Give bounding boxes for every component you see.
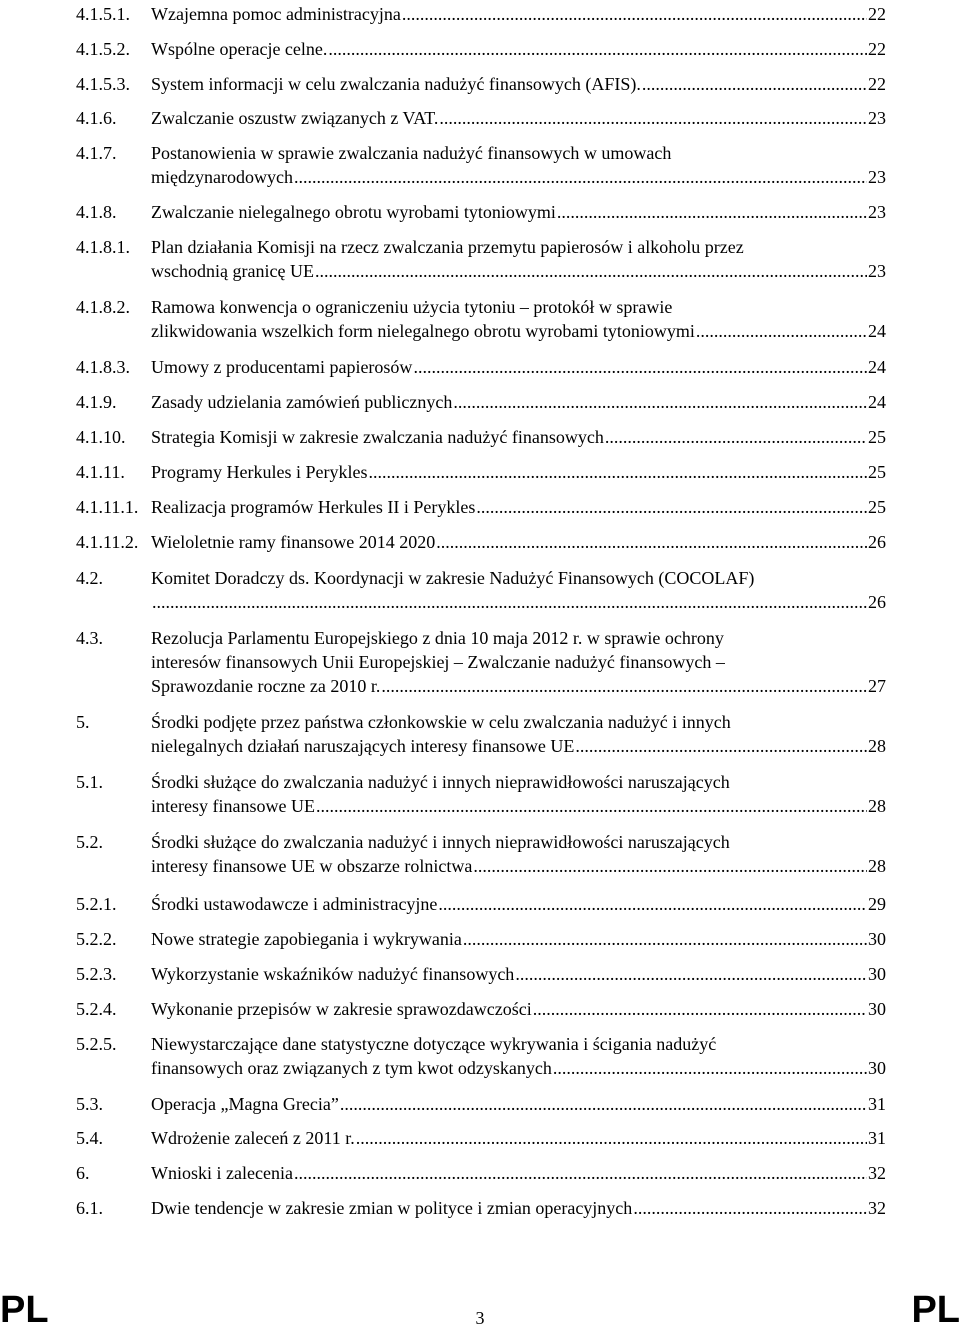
toc-entry[interactable] bbox=[76, 626, 886, 698]
toc-entry-page-number: 25 bbox=[868, 462, 886, 482]
footer-language-right: PL bbox=[911, 1289, 960, 1331]
toc-entry-leader-line bbox=[151, 259, 886, 283]
toc-entry[interactable] bbox=[76, 830, 886, 878]
toc-entry-leader-line bbox=[151, 590, 886, 614]
toc-entry-title-line: Wzajemna pomoc administracyjna bbox=[151, 4, 401, 24]
toc-entry-text bbox=[151, 355, 886, 379]
toc-entry-page-number: 22 bbox=[868, 74, 886, 94]
toc-entry[interactable] bbox=[76, 1032, 886, 1080]
toc-entry[interactable] bbox=[76, 892, 886, 916]
toc-entry-title-line: Środki służące do zwalczania nadużyć i innych nieprawidłowości naruszających bbox=[151, 832, 730, 852]
toc-entry[interactable] bbox=[76, 141, 886, 189]
toc-entry-leader-line bbox=[151, 997, 886, 1021]
toc-entry-number: 5.4. bbox=[76, 1128, 103, 1148]
toc-entry-text bbox=[151, 1126, 886, 1150]
toc-entry[interactable] bbox=[76, 2, 886, 26]
toc-entry-page-number: 30 bbox=[868, 999, 886, 1019]
dot-leader bbox=[294, 1161, 867, 1185]
toc-entry-leader-line bbox=[151, 106, 886, 130]
toc-entry-page-number: 23 bbox=[868, 108, 886, 128]
toc-entry-number: 6.1. bbox=[76, 1198, 103, 1218]
toc-entry-number: 4.1.7. bbox=[76, 143, 117, 163]
toc-entry-number: 4.1.8. bbox=[76, 202, 117, 222]
toc-entry-text bbox=[151, 141, 886, 189]
toc-entry-page-number: 30 bbox=[868, 1058, 886, 1078]
toc-entry-page-number: 23 bbox=[868, 202, 886, 222]
toc-entry-page-number: 24 bbox=[868, 321, 886, 341]
dot-leader bbox=[533, 997, 867, 1021]
dot-leader bbox=[696, 319, 867, 343]
dot-leader bbox=[553, 1056, 867, 1080]
toc-entry-number: 4.1.5.3. bbox=[76, 74, 130, 94]
toc-entry-page-number: 31 bbox=[868, 1128, 886, 1148]
toc-entry-title-line: Realizacja programów Herkules II i Perykles bbox=[151, 497, 476, 517]
toc-entry-title-line: Sprawozdanie roczne za 2010 r. bbox=[151, 676, 381, 696]
toc-entry-leader-line bbox=[151, 390, 886, 414]
toc-entry-number: 4.1.11.1. bbox=[76, 497, 139, 517]
dot-leader bbox=[340, 1092, 867, 1116]
toc-entry[interactable] bbox=[76, 1196, 886, 1220]
toc-entry-page-number: 32 bbox=[868, 1198, 886, 1218]
toc-entry-title-line: wschodnią granicę UE bbox=[151, 261, 314, 281]
toc-entry-page-number: 23 bbox=[868, 167, 886, 187]
toc-entry-page-number: 24 bbox=[868, 357, 886, 377]
toc-entry[interactable] bbox=[76, 566, 886, 614]
footer-language-left: PL bbox=[0, 1289, 49, 1331]
footer-page-number: 3 bbox=[475, 1308, 485, 1328]
dot-leader bbox=[438, 892, 867, 916]
toc-entry[interactable] bbox=[76, 997, 886, 1021]
toc-entry-leader-line bbox=[151, 1056, 886, 1080]
dot-leader bbox=[642, 72, 867, 96]
toc-entry[interactable] bbox=[76, 235, 886, 283]
dot-leader bbox=[515, 962, 867, 986]
dot-leader bbox=[476, 495, 867, 519]
toc-entry-leader-line bbox=[151, 165, 886, 189]
toc-entry-number: 5.2.5. bbox=[76, 1034, 117, 1054]
toc-entry-leader-line bbox=[151, 530, 886, 554]
toc-entry-title-line: Środki służące do zwalczania nadużyć i innych nieprawidłowości naruszających bbox=[151, 772, 730, 792]
toc-entry-title-line: Strategia Komisji w zakresie zwalczania nadużyć finansowych bbox=[151, 427, 604, 447]
toc-entry-number: 4.1.8.1. bbox=[76, 237, 130, 257]
toc-entry-page-number: 27 bbox=[868, 676, 886, 696]
toc-entry-leader-line bbox=[151, 495, 886, 519]
toc-entry-title-line: nielegalnych działań naruszających interesy finansowe UE bbox=[151, 736, 575, 756]
toc-entry-title-line: interesy finansowe UE w obszarze rolnictwa bbox=[151, 856, 473, 876]
toc-entry-leader-line bbox=[151, 734, 886, 758]
toc-entry-leader-line bbox=[151, 2, 886, 26]
toc-entry-number: 5.3. bbox=[76, 1094, 103, 1114]
toc-entry-title-line: Rezolucja Parlamentu Europejskiego z dnia 10 maja 2012 r. w sprawie ochrony bbox=[151, 628, 724, 648]
toc-entry-title-line: Wykonanie przepisów w zakresie sprawozdawczości bbox=[151, 999, 532, 1019]
toc-entry-page-number: 30 bbox=[868, 964, 886, 984]
toc-entry-number: 4.1.8.3. bbox=[76, 357, 130, 377]
toc-entry[interactable] bbox=[76, 72, 886, 96]
toc-entry-text bbox=[151, 106, 886, 130]
toc-entry-number: 4.3. bbox=[76, 628, 103, 648]
toc-entry[interactable] bbox=[76, 962, 886, 986]
dot-leader bbox=[381, 674, 867, 698]
toc-entry-title-line: Dwie tendencje w zakresie zmian w polityce i zmian operacyjnych bbox=[151, 1198, 633, 1218]
toc-entry-title-line: Zasady udzielania zamówień publicznych bbox=[151, 392, 453, 412]
toc-entry-title-line: międzynarodowych bbox=[151, 167, 293, 187]
toc-entry-leader-line bbox=[151, 854, 886, 878]
toc-entry-title-line: Zwalczanie nielegalnego obrotu wyrobami tytoniowymi bbox=[151, 202, 556, 222]
toc-entry[interactable] bbox=[76, 390, 886, 414]
toc-entry[interactable] bbox=[76, 1161, 886, 1185]
toc-entry-title-line: interesy finansowe UE bbox=[151, 796, 315, 816]
toc-entry-number: 4.1.11. bbox=[76, 462, 125, 482]
toc-entry-title-line: Wykorzystanie wskaźników nadużyć finansowych bbox=[151, 964, 515, 984]
toc-entry-title-line: Programy Herkules i Perykles bbox=[151, 462, 368, 482]
toc-entry-leader-line bbox=[151, 674, 886, 698]
toc-entry-text bbox=[151, 626, 886, 698]
toc-entry-title-line: Nowe strategie zapobiegania i wykrywania bbox=[151, 929, 462, 949]
toc-entry-leader-line bbox=[151, 1196, 886, 1220]
toc-entry-text bbox=[151, 72, 886, 96]
toc-entry-title-line: Umowy z producentami papierosów bbox=[151, 357, 413, 377]
toc-entry-leader-line bbox=[151, 892, 886, 916]
toc-entry-text bbox=[151, 997, 886, 1021]
toc-entry[interactable] bbox=[76, 200, 886, 224]
toc-entry[interactable] bbox=[76, 355, 886, 379]
toc-entry-page-number: 32 bbox=[868, 1163, 886, 1183]
toc-entry-number: 5.2. bbox=[76, 832, 103, 852]
toc-entry-text bbox=[151, 200, 886, 224]
toc-entry-leader-line bbox=[151, 425, 886, 449]
dot-leader bbox=[605, 425, 867, 449]
toc-entry-page-number: 25 bbox=[868, 497, 886, 517]
toc-entry-text bbox=[151, 235, 886, 283]
toc-entry[interactable] bbox=[76, 495, 886, 519]
toc-entry-number: 6. bbox=[76, 1163, 90, 1183]
toc-entry-page-number: 28 bbox=[868, 856, 886, 876]
toc-entry-text bbox=[151, 770, 886, 818]
toc-entry-page-number: 29 bbox=[868, 894, 886, 914]
toc-entry[interactable] bbox=[76, 37, 886, 61]
toc-entry[interactable] bbox=[76, 106, 886, 130]
toc-entry[interactable] bbox=[76, 530, 886, 554]
toc-entry-leader-line bbox=[151, 1092, 886, 1116]
toc-entry-page-number: 31 bbox=[868, 1094, 886, 1114]
toc-entry-text bbox=[151, 2, 886, 26]
toc-entry-number: 4.1.5.1. bbox=[76, 4, 130, 24]
dot-leader bbox=[402, 2, 867, 26]
toc-entry-number: 5. bbox=[76, 712, 90, 732]
dot-leader bbox=[633, 1196, 867, 1220]
toc-entry-number: 4.1.9. bbox=[76, 392, 117, 412]
toc-entry-title-line: Wieloletnie ramy finansowe 2014 2020 bbox=[151, 532, 436, 552]
toc-entry-number: 4.1.5.2. bbox=[76, 39, 130, 59]
dot-leader bbox=[315, 259, 867, 283]
toc-entry-text bbox=[151, 710, 886, 758]
dot-leader bbox=[294, 165, 867, 189]
toc-entry-text bbox=[151, 495, 886, 519]
toc-entry[interactable] bbox=[76, 1126, 886, 1150]
toc-entry-leader-line bbox=[151, 72, 886, 96]
dot-leader bbox=[356, 1126, 867, 1150]
dot-leader bbox=[453, 390, 867, 414]
toc-entry-title-line: Wnioski i zalecenia bbox=[151, 1163, 293, 1183]
toc-entry-text bbox=[151, 1161, 886, 1185]
toc-entry-page-number: 26 bbox=[868, 592, 886, 612]
toc-entry-title-line: zlikwidowania wszelkich form nielegalnego obrotu wyrobami tytoniowymi bbox=[151, 321, 695, 341]
toc-entry-title-line: Wdrożenie zaleceń z 2011 r. bbox=[151, 1128, 355, 1148]
toc-entry-leader-line bbox=[151, 355, 886, 379]
toc-entry-title-line: Komitet Doradczy ds. Koordynacji w zakresie Nadużyć Finansowych (COCOLAF) bbox=[151, 568, 755, 588]
toc-entry-leader-line bbox=[151, 37, 886, 61]
toc-entry-number: 4.1.8.2. bbox=[76, 297, 130, 317]
toc-entry-page-number: 25 bbox=[868, 427, 886, 447]
toc-entry-text bbox=[151, 530, 886, 554]
dot-leader bbox=[436, 530, 867, 554]
toc-entry-page-number: 30 bbox=[868, 929, 886, 949]
toc-entry-title-line: Środki ustawodawcze i administracyjne bbox=[151, 894, 438, 914]
dot-leader bbox=[463, 927, 867, 951]
toc-entry-leader-line bbox=[151, 200, 886, 224]
toc-entry-leader-line bbox=[151, 962, 886, 986]
toc-entry[interactable] bbox=[76, 710, 886, 758]
toc-entry-page-number: 22 bbox=[868, 4, 886, 24]
toc-entry-text bbox=[151, 566, 886, 614]
dot-leader bbox=[152, 590, 867, 614]
toc-entry-leader-line bbox=[151, 794, 886, 818]
toc-entry-text bbox=[151, 390, 886, 414]
toc-entry[interactable] bbox=[76, 425, 886, 449]
toc-entry-text bbox=[151, 1032, 886, 1080]
toc-entry-text bbox=[151, 927, 886, 951]
dot-leader bbox=[575, 734, 867, 758]
toc-entry-title-line: Operacja „Magna Grecia” bbox=[151, 1094, 339, 1114]
toc-entry[interactable] bbox=[76, 460, 886, 484]
dot-leader bbox=[368, 460, 867, 484]
toc-entry-title-line: Środki podjęte przez państwa członkowskie w celu zwalczania nadużyć i innych bbox=[151, 712, 731, 732]
toc-entry-number: 4.1.6. bbox=[76, 108, 117, 128]
toc-entry[interactable] bbox=[76, 295, 886, 343]
toc-entry-text bbox=[151, 1092, 886, 1116]
toc-entry-text bbox=[151, 37, 886, 61]
toc-entry-number: 4.1.11.2. bbox=[76, 532, 139, 552]
toc-entry-text bbox=[151, 892, 886, 916]
toc-entry-number: 5.2.3. bbox=[76, 964, 117, 984]
toc-entry-title-line: Ramowa konwencja o ograniczeniu użycia tytoniu – protokół w sprawie bbox=[151, 297, 673, 317]
dot-leader bbox=[316, 794, 867, 818]
toc-entry-leader-line bbox=[151, 1161, 886, 1185]
toc-entry-number: 5.2.1. bbox=[76, 894, 117, 914]
toc-entry[interactable] bbox=[76, 1092, 886, 1116]
toc-entry-title-line: Niewystarczające dane statystyczne dotyczące wykrywania i ścigania nadużyć bbox=[151, 1034, 717, 1054]
dot-leader bbox=[439, 106, 867, 130]
toc-entry-leader-line bbox=[151, 1126, 886, 1150]
toc-entry-page-number: 28 bbox=[868, 736, 886, 756]
toc-entry-title-line: Postanowienia w sprawie zwalczania nadużyć finansowych w umowach bbox=[151, 143, 672, 163]
toc-entry-number: 5.1. bbox=[76, 772, 103, 792]
toc-entry[interactable] bbox=[76, 927, 886, 951]
toc-entry-title-line: Wspólne operacje celne. bbox=[151, 39, 328, 59]
toc-entry-page-number: 28 bbox=[868, 796, 886, 816]
toc-entry-title-line: finansowych oraz związanych z tym kwot odzyskanych bbox=[151, 1058, 552, 1078]
toc-entry-text bbox=[151, 962, 886, 986]
toc-entry-number: 5.2.4. bbox=[76, 999, 117, 1019]
dot-leader bbox=[328, 37, 867, 61]
dot-leader bbox=[413, 355, 867, 379]
toc-entry-text bbox=[151, 425, 886, 449]
toc-entry-number: 4.2. bbox=[76, 568, 103, 588]
toc-entry-number: 5.2.2. bbox=[76, 929, 117, 949]
toc-entry-text bbox=[151, 295, 886, 343]
toc-entry-title-line: interesów finansowych Unii Europejskiej – Zwalczanie nadużyć finansowych – bbox=[151, 652, 725, 672]
toc-entry-title-line: Zwalczanie oszustw związanych z VAT. bbox=[151, 108, 439, 128]
toc-entry-leader-line bbox=[151, 927, 886, 951]
toc-entry-page-number: 22 bbox=[868, 39, 886, 59]
toc-entry[interactable] bbox=[76, 770, 886, 818]
toc-entry-title-line: Plan działania Komisji na rzecz zwalczania przemytu papierosów i alkoholu przez bbox=[151, 237, 744, 257]
toc-entry-leader-line bbox=[151, 460, 886, 484]
dot-leader bbox=[557, 200, 867, 224]
toc-entry-page-number: 23 bbox=[868, 261, 886, 281]
toc-entry-page-number: 24 bbox=[868, 392, 886, 412]
toc-entry-text bbox=[151, 460, 886, 484]
toc-entry-page-number: 26 bbox=[868, 532, 886, 552]
toc-entry-text bbox=[151, 1196, 886, 1220]
dot-leader bbox=[473, 854, 867, 878]
toc-entry-text bbox=[151, 830, 886, 878]
toc-entry-leader-line bbox=[151, 319, 886, 343]
toc-entry-number: 4.1.10. bbox=[76, 427, 126, 447]
toc-entry-title-line: System informacji w celu zwalczania nadużyć finansowych (AFIS). bbox=[151, 74, 641, 94]
